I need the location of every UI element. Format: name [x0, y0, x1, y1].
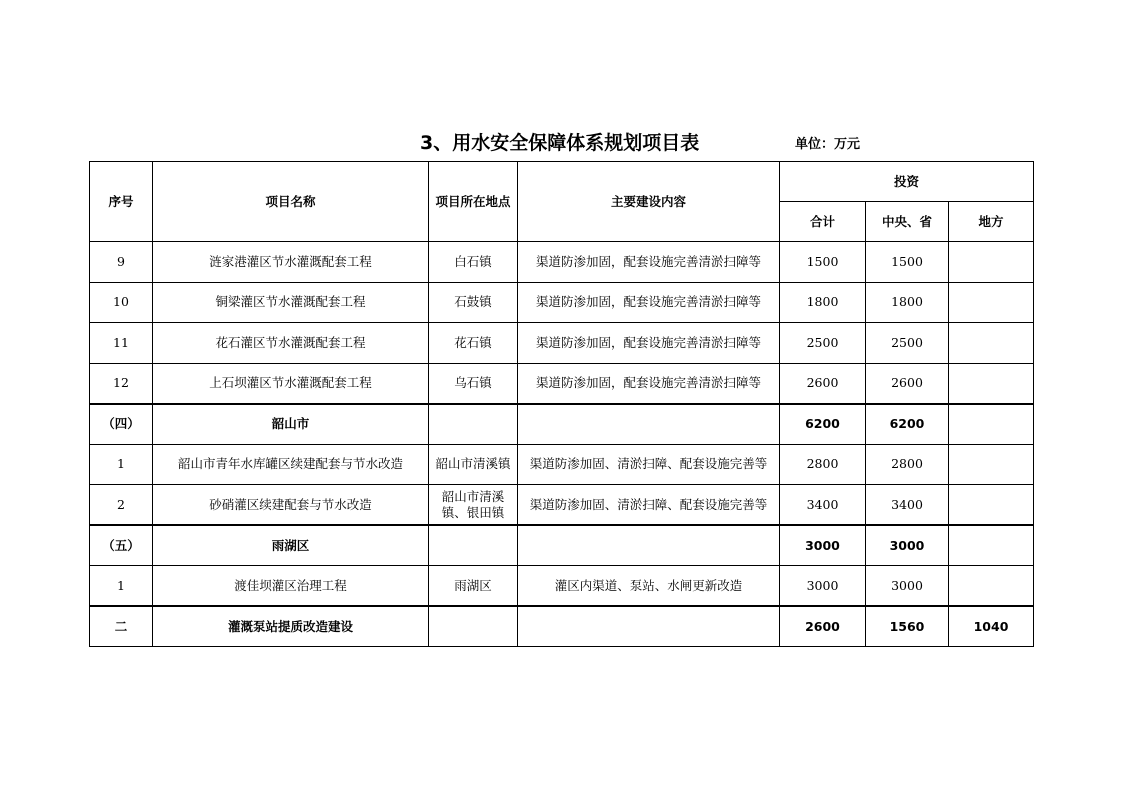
cell-seq: 二	[90, 606, 153, 647]
cell-total: 3400	[780, 485, 866, 526]
header-total: 合计	[780, 202, 866, 242]
cell-content: 渠道防渗加固、清淤扫障、配套设施完善等	[518, 485, 780, 526]
cell-location: 乌石镇	[429, 363, 518, 404]
cell-name: 涟家港灌区节水灌溉配套工程	[153, 242, 429, 283]
cell-content: 渠道防渗加固，配套设施完善清淤扫障等	[518, 363, 780, 404]
cell-central-province: 2600	[866, 363, 949, 404]
table-group-row	[90, 525, 1034, 566]
header-content: 主要建设内容	[518, 162, 780, 242]
cell-name: 铜梁灌区节水灌溉配套工程	[153, 282, 429, 323]
cell-content	[518, 404, 780, 445]
cell-local	[949, 485, 1034, 526]
table-group-row	[90, 404, 1034, 445]
table-group-row	[90, 606, 1034, 647]
cell-location: 花石镇	[429, 323, 518, 364]
cell-name: 渡佳坝灌区治理工程	[153, 566, 429, 607]
cell-location: 韶山市清溪镇	[429, 444, 518, 485]
cell-seq: 11	[90, 323, 153, 364]
cell-total: 2500	[780, 323, 866, 364]
cell-local	[949, 363, 1034, 404]
cell-name: 雨湖区	[153, 525, 429, 566]
cell-total: 2600	[780, 363, 866, 404]
cell-seq: 1	[90, 444, 153, 485]
cell-central-province: 2500	[866, 323, 949, 364]
cell-local	[949, 404, 1034, 445]
table-row	[90, 566, 1034, 607]
cell-location: 韶山市清溪镇、银田镇	[429, 485, 518, 526]
cell-location: 雨湖区	[429, 566, 518, 607]
cell-seq: 9	[90, 242, 153, 283]
page-title: 3、用水安全保障体系规划项目表	[420, 132, 700, 154]
cell-location	[429, 404, 518, 445]
cell-location	[429, 525, 518, 566]
cell-seq: （五）	[90, 525, 153, 566]
header-name: 项目名称	[153, 162, 429, 242]
cell-central-province: 3000	[866, 525, 949, 566]
table-row	[90, 485, 1034, 526]
cell-local	[949, 282, 1034, 323]
table-row	[90, 363, 1034, 404]
cell-total: 1500	[780, 242, 866, 283]
cell-name: 上石坝灌区节水灌溉配套工程	[153, 363, 429, 404]
table-row	[90, 323, 1034, 364]
unit-label: 单位：万元	[795, 137, 861, 152]
cell-name: 灌溉泵站提质改造建设	[153, 606, 429, 647]
cell-location: 石鼓镇	[429, 282, 518, 323]
cell-local	[949, 323, 1034, 364]
cell-total: 6200	[780, 404, 866, 445]
cell-content: 渠道防渗加固，配套设施完善清淤扫障等	[518, 323, 780, 364]
cell-content: 渠道防渗加固，配套设施完善清淤扫障等	[518, 242, 780, 283]
cell-local	[949, 444, 1034, 485]
cell-total: 3000	[780, 525, 866, 566]
cell-content	[518, 525, 780, 566]
table-row	[90, 282, 1034, 323]
header-location: 项目所在地点	[429, 162, 518, 242]
table-row	[90, 242, 1034, 283]
cell-central-province: 3000	[866, 566, 949, 607]
cell-location: 白石镇	[429, 242, 518, 283]
cell-content: 灌区内渠道、泵站、水闸更新改造	[518, 566, 780, 607]
table-body	[90, 242, 1034, 647]
cell-name: 韶山市青年水库罐区续建配套与节水改造	[153, 444, 429, 485]
cell-content	[518, 606, 780, 647]
cell-local	[949, 566, 1034, 607]
cell-seq: 12	[90, 363, 153, 404]
project-table	[89, 161, 1034, 647]
cell-central-province: 1560	[866, 606, 949, 647]
header-central-province: 中央、省	[866, 202, 949, 242]
cell-central-province: 2800	[866, 444, 949, 485]
cell-name: 花石灌区节水灌溉配套工程	[153, 323, 429, 364]
cell-seq: （四）	[90, 404, 153, 445]
cell-local: 1040	[949, 606, 1034, 647]
cell-location	[429, 606, 518, 647]
cell-name: 韶山市	[153, 404, 429, 445]
cell-total: 1800	[780, 282, 866, 323]
cell-central-province: 3400	[866, 485, 949, 526]
cell-content: 渠道防渗加固，配套设施完善清淤扫障等	[518, 282, 780, 323]
cell-total: 2600	[780, 606, 866, 647]
cell-total: 2800	[780, 444, 866, 485]
cell-central-province: 1800	[866, 282, 949, 323]
cell-total: 3000	[780, 566, 866, 607]
header-seq: 序号	[90, 162, 153, 242]
header-investment: 投资	[780, 162, 1034, 202]
cell-seq: 1	[90, 566, 153, 607]
cell-central-province: 1500	[866, 242, 949, 283]
cell-seq: 2	[90, 485, 153, 526]
cell-central-province: 6200	[866, 404, 949, 445]
header-local: 地方	[949, 202, 1034, 242]
cell-local	[949, 242, 1034, 283]
table-row	[90, 444, 1034, 485]
cell-local	[949, 525, 1034, 566]
cell-seq: 10	[90, 282, 153, 323]
cell-content: 渠道防渗加固、清淤扫障、配套设施完善等	[518, 444, 780, 485]
cell-name: 砂硝灌区续建配套与节水改造	[153, 485, 429, 526]
